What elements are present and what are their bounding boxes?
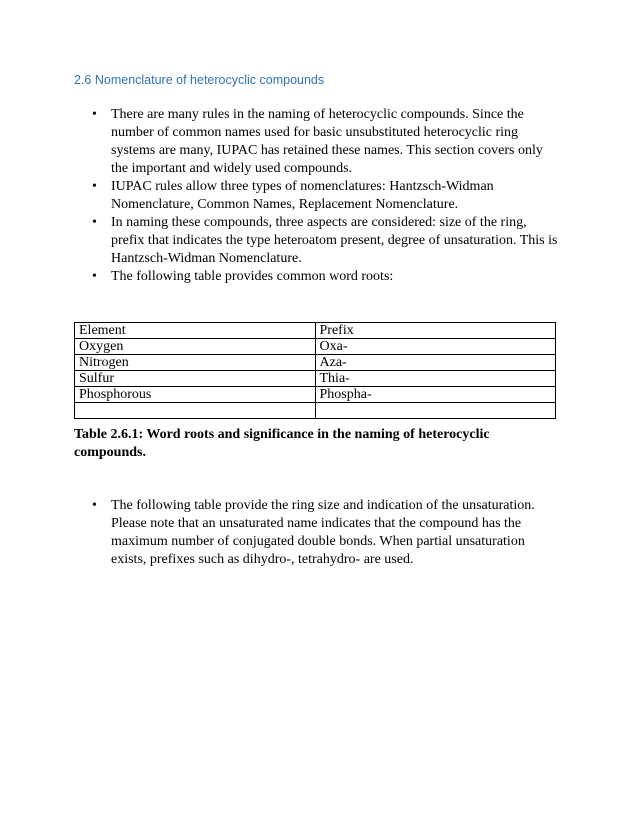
bullet-item — [92, 497, 562, 569]
bullet-text: The following table provides common word roots: — [111, 269, 394, 284]
bullet-list-bottom — [92, 497, 562, 569]
table-cell: Oxygen — [75, 339, 316, 355]
table-cell — [315, 403, 556, 419]
bullet-item — [92, 214, 562, 268]
table-cell: Phosphorous — [75, 387, 316, 403]
table-cell: Phospha- — [315, 387, 556, 403]
bullet-text: There are many rules in the naming of heterocyclic compounds. Since the number of common names used for basic unsubstituted heterocyclic ring systems are many, IUPAC has retained these names. This section covers only the important and widely used compounds. — [111, 107, 543, 176]
bullet-icon: • — [92, 215, 97, 230]
bullet-item — [92, 106, 562, 178]
table-row — [75, 403, 556, 419]
table-cell: Oxa- — [315, 339, 556, 355]
word-roots-table — [74, 322, 556, 419]
bullet-list-top — [92, 106, 562, 286]
bullet-text: IUPAC rules allow three types of nomenclatures: Hantzsch-Widman Nomenclature, Common Names, Replacement Nomenclature. — [111, 179, 494, 212]
bullet-icon: • — [92, 498, 97, 513]
table-cell — [75, 403, 316, 419]
table-row — [75, 339, 556, 355]
table-cell: Nitrogen — [75, 355, 316, 371]
bullet-icon: • — [92, 179, 97, 194]
bullet-item — [92, 268, 562, 286]
table-caption: Table 2.6.1: Word roots and significance in the naming of heterocyclic compounds. — [74, 427, 490, 460]
table-cell: Sulfur — [75, 371, 316, 387]
bullet-icon: • — [92, 269, 97, 284]
bullet-text: In naming these compounds, three aspects are considered: size of the ring, prefix that indicates the type heteroatom present, degree of unsaturation. This is Hantzsch-Widman Nomenclature. — [111, 215, 558, 266]
table-cell: Aza- — [315, 355, 556, 371]
bullet-icon: • — [92, 107, 97, 122]
bullet-item — [92, 178, 562, 214]
bullet-text: The following table provide the ring size and indication of the unsaturation. Please note that an unsaturated name indicates that the compound has the maximum number of conjugated double bonds. When partial unsaturation exists, prefixes such as dihydro-, tetrahydro- are used. — [111, 498, 535, 567]
section-heading: 2.6 Nomenclature of heterocyclic compounds — [74, 73, 325, 87]
table-row — [75, 371, 556, 387]
table-header-cell: Element — [75, 323, 316, 339]
table-row — [75, 387, 556, 403]
table-header-cell: Prefix — [315, 323, 556, 339]
table-row — [75, 355, 556, 371]
table-cell: Thia- — [315, 371, 556, 387]
table-header-row — [75, 323, 556, 339]
